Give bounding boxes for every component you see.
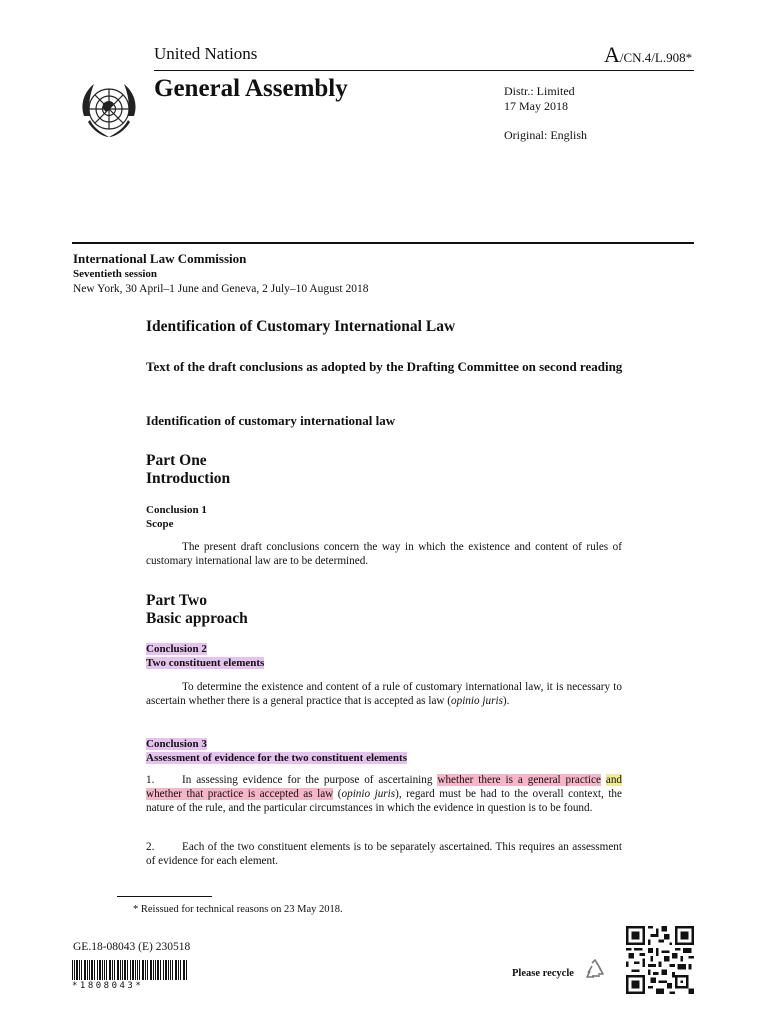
part-one-name: Introduction: [146, 470, 231, 487]
conclusion-1-title: Scope: [146, 518, 174, 530]
un-emblem-icon: [76, 76, 142, 142]
header-rule: [154, 70, 694, 71]
section-rule: [72, 242, 694, 244]
qr-code-icon: [626, 926, 694, 994]
conclusion-1-label: Conclusion 1: [146, 504, 207, 516]
barcode-number: *1808043*: [72, 981, 144, 991]
recycle-icon: [583, 958, 607, 982]
document-symbol: [604, 42, 692, 68]
highlight-general-practice: whether there is a general practice: [437, 774, 601, 786]
general-assembly-title: General Assembly: [154, 75, 348, 102]
part-one-heading: [146, 452, 230, 488]
highlight-accepted-as-law: whether that practice is accepted as law: [146, 788, 334, 800]
part-two-label: Part Two: [146, 592, 207, 609]
symbol-code: /CN.4/L.908*: [619, 50, 693, 65]
recycle-label: Please recycle: [512, 968, 574, 979]
document-subtitle-2: Identification of customary international law: [146, 413, 396, 428]
original-language: Original: English: [504, 128, 587, 142]
footnote-rule: [117, 896, 212, 897]
conclusion-3-para-2: 2. Each of the two constituent elements is to be separately ascertained. This requires an assessment of evidence for each element.: [146, 841, 622, 867]
part-one-label: Part One: [146, 452, 207, 469]
job-number: GE.18-08043 (E) 230518: [73, 941, 191, 953]
conclusion-3-heading: [146, 737, 407, 765]
conclusion-2-label: Conclusion 2: [146, 643, 207, 655]
conclusion-2-text: To determine the existence and content of a rule of customary international law, it is necessary to ascertain whether there is a general practice that is accepted as law (opinio juris).: [146, 681, 622, 707]
distribution-block: [504, 84, 575, 114]
distribution: Distr.: Limited: [504, 84, 575, 98]
venue: New York, 30 April–1 June and Geneva, 2 July–10 August 2018: [73, 283, 369, 295]
conclusion-1-text: The present draft conclusions concern the way in which the existence and content of rules of customary international law are to be determined.: [146, 541, 622, 567]
document-title: Identification of Customary International Law: [146, 318, 456, 335]
org-name: United Nations: [154, 44, 258, 63]
commission-name: International Law Commission: [73, 251, 247, 266]
conclusion-2-title: Two constituent elements: [146, 657, 265, 669]
conclusion-3-label: Conclusion 3: [146, 738, 207, 750]
conclusion-1-heading: [146, 503, 207, 531]
symbol-letter: A: [604, 42, 620, 67]
barcode-icon: [72, 960, 188, 980]
part-two-name: Basic approach: [146, 610, 248, 627]
date: 17 May 2018: [504, 99, 568, 113]
conclusion-3-para-1: 1. In assessing evidence for the purpose of ascertaining whether there is a general practice and whether that practice is accepted as law (opinio juris), regard must be had to the overall context, the nature of the rule, and the particular circumstances in which the evidence in question is to be found.: [146, 774, 623, 814]
conclusion-3-title: Assessment of evidence for the two constituent elements: [146, 752, 407, 764]
part-two-heading: [146, 592, 248, 628]
document-subtitle: Text of the draft conclusions as adopted by the Drafting Committee on second reading: [146, 359, 623, 374]
conclusion-2-heading: [146, 642, 264, 670]
session: Seventieth session: [73, 268, 158, 280]
highlight-and: and: [605, 774, 623, 786]
footnote: * Reissued for technical reasons on 23 May 2018.: [133, 904, 343, 915]
